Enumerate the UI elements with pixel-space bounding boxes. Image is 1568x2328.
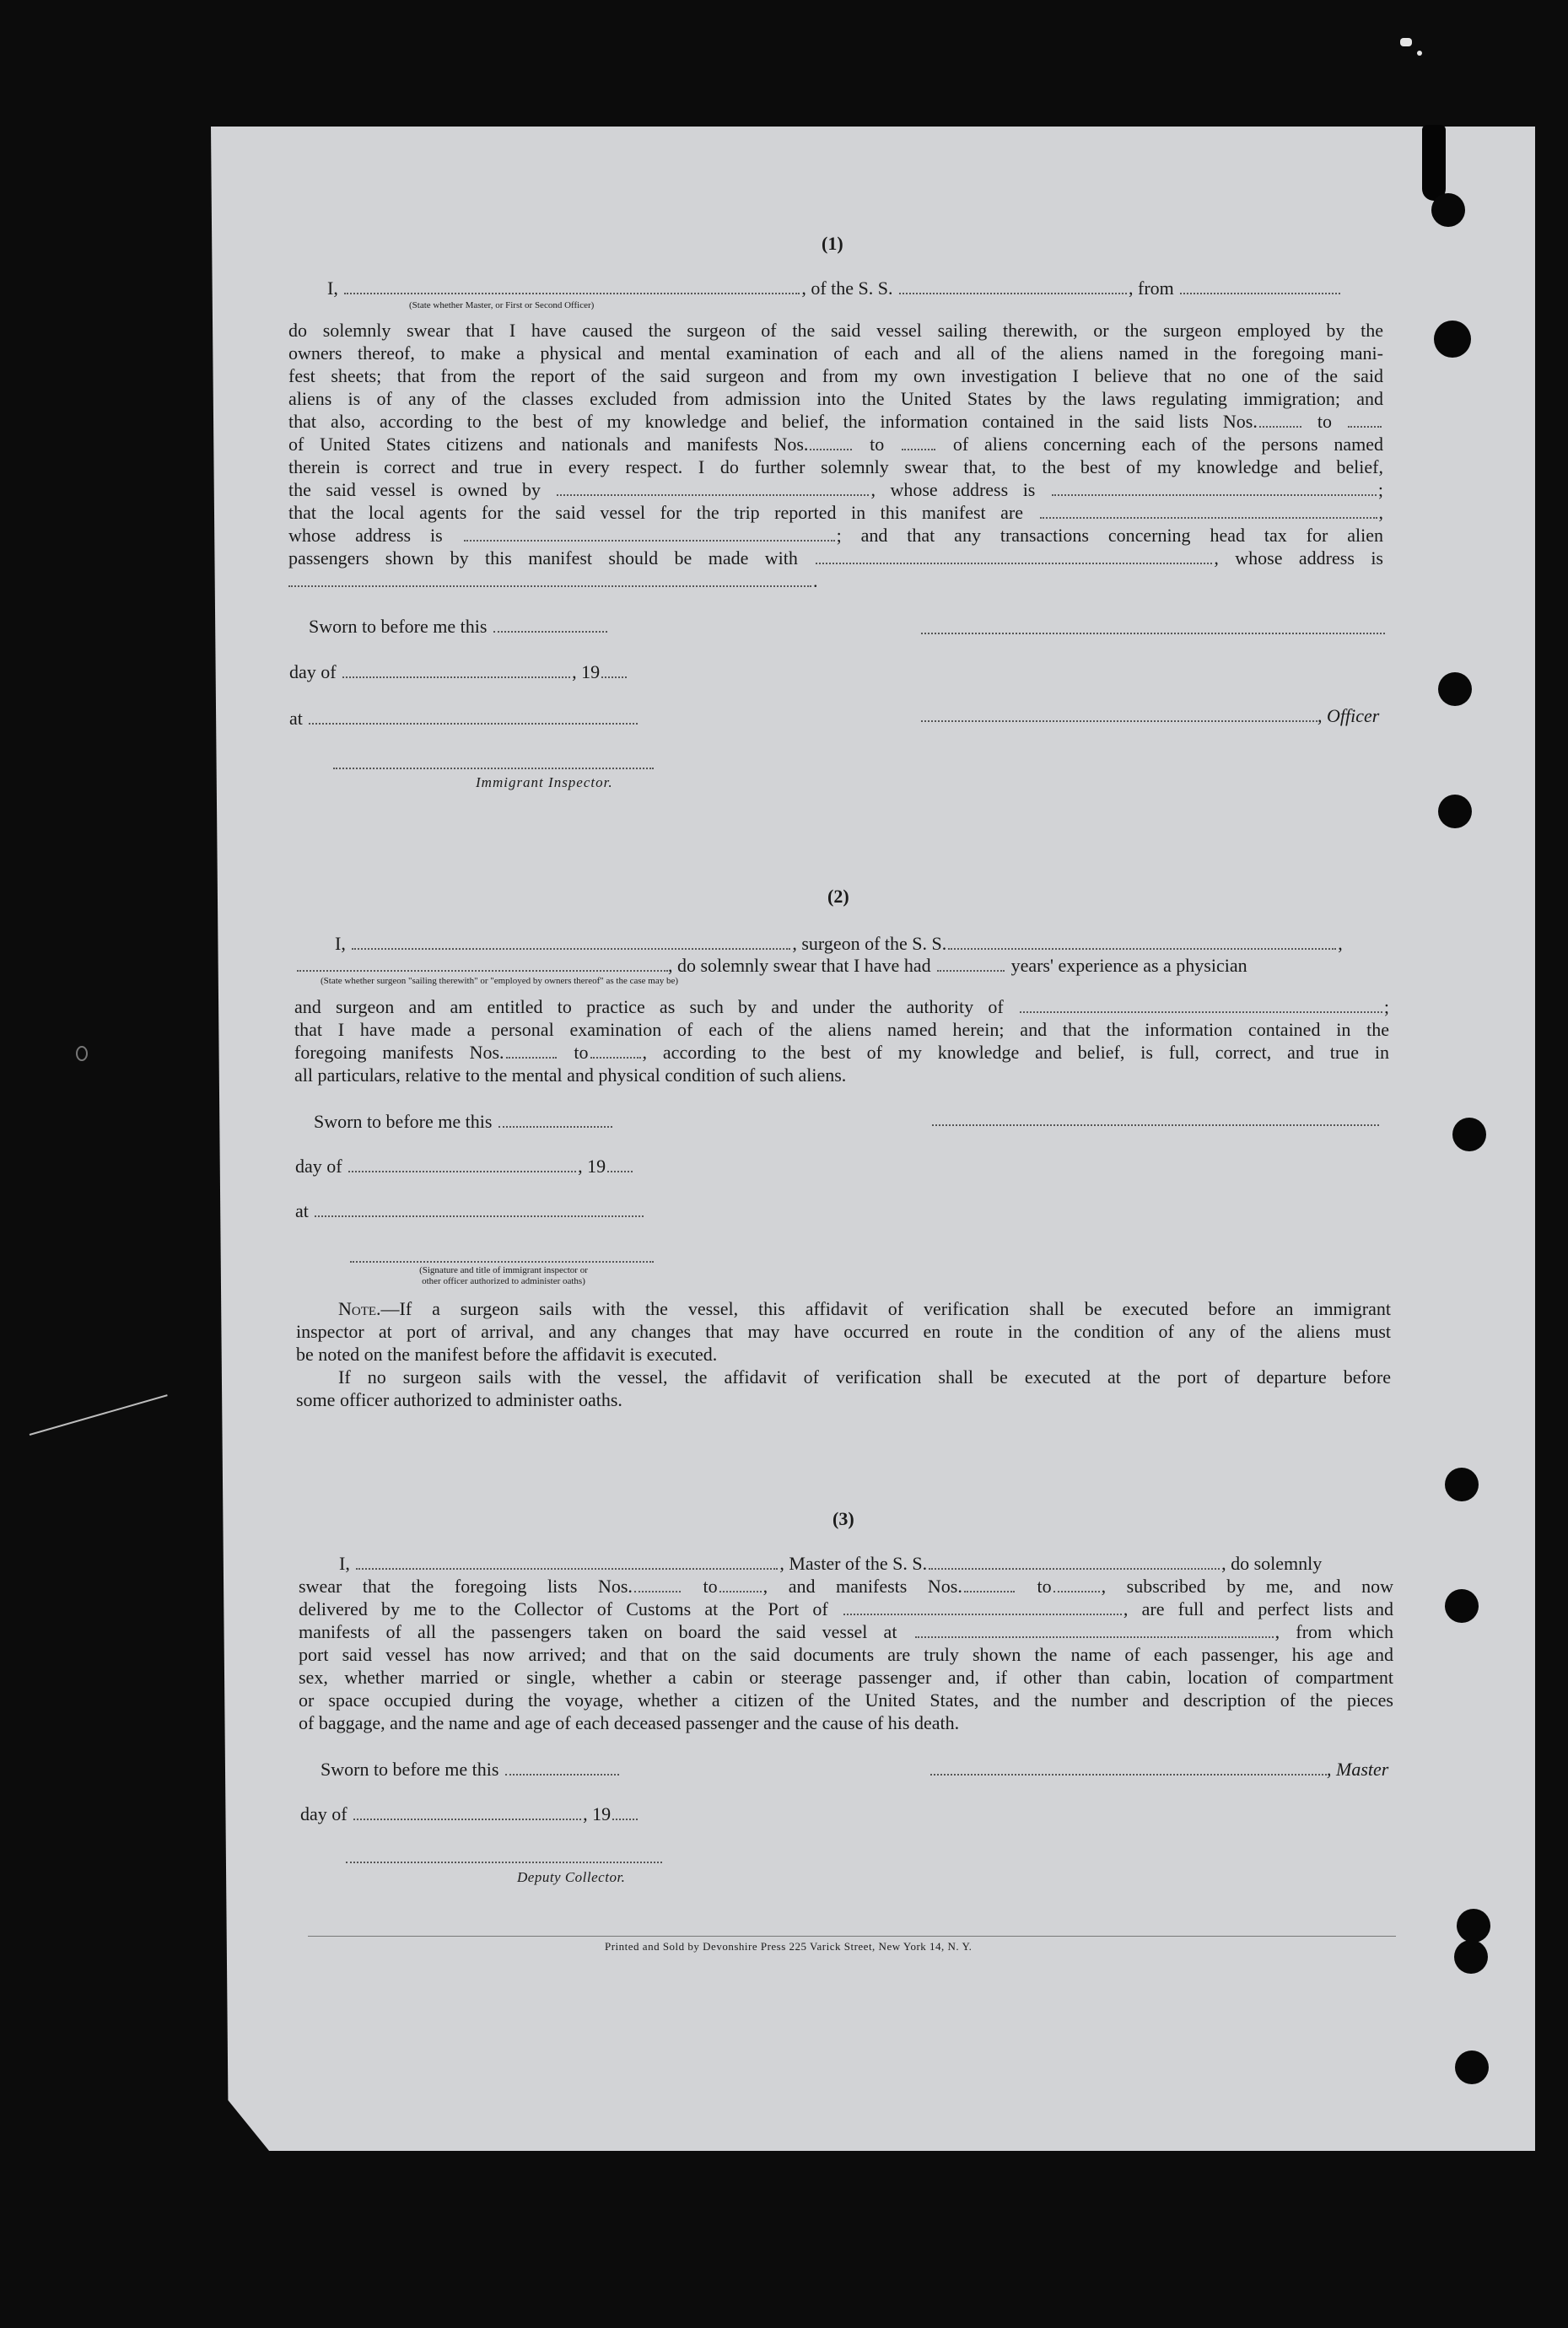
note-label: Note. bbox=[338, 1298, 381, 1319]
blank-manifest-no-from[interactable] bbox=[810, 449, 852, 450]
blank-master-signature[interactable] bbox=[930, 1774, 1327, 1776]
para-line: do solemnly swear that I have caused the surgeon of the said vessel sailing therewith, or the surgeon employed by the bbox=[288, 320, 1383, 341]
para-line bbox=[288, 433, 1383, 455]
text: ; and that any transactions concerning head tax for alien bbox=[836, 525, 1383, 546]
punch-hole bbox=[1438, 672, 1472, 706]
punch-hole bbox=[1454, 1940, 1488, 1974]
blank-owner-address[interactable] bbox=[1052, 494, 1377, 496]
sig-caption bbox=[369, 1265, 639, 1287]
blank-day-month[interactable] bbox=[348, 1171, 576, 1172]
blank-vessel-name[interactable] bbox=[899, 293, 1127, 294]
punch-hole bbox=[1457, 1909, 1490, 1943]
blank-manifest-no-to[interactable] bbox=[902, 449, 935, 450]
text: , from which bbox=[1274, 1621, 1394, 1642]
sworn-line-2 bbox=[314, 1110, 614, 1133]
officer-label: , Officer bbox=[1317, 705, 1380, 726]
blank-manifest-no-from[interactable] bbox=[506, 1057, 557, 1059]
punch-hole bbox=[1438, 795, 1472, 828]
section-2-line-1 bbox=[335, 932, 1343, 955]
text: day of bbox=[289, 661, 337, 682]
text: , do solemnly swear that I have had bbox=[668, 955, 931, 976]
deputy-signature-line[interactable] bbox=[346, 1862, 662, 1863]
para-line: be noted on the manifest before the affidavit is executed. bbox=[296, 1344, 718, 1365]
text: , Master of the S. S. bbox=[779, 1553, 928, 1574]
blank-vessel-name[interactable] bbox=[929, 1568, 1220, 1570]
blank-manifest-no-to[interactable] bbox=[590, 1057, 641, 1059]
blank-head-tax-address[interactable] bbox=[288, 585, 811, 587]
text: Sworn to before me this bbox=[309, 616, 488, 637]
text: , of the S. S. bbox=[801, 278, 893, 299]
officer-signature-line[interactable] bbox=[921, 633, 1385, 634]
text: ; bbox=[1377, 479, 1384, 500]
deputy-label: Deputy Collector. bbox=[517, 1869, 626, 1885]
section-1-line-1 bbox=[327, 277, 1342, 299]
text: ; bbox=[1383, 996, 1390, 1017]
section-2-paragraph bbox=[294, 995, 1389, 1086]
text: delivered by me to the Collector of Customs at the Port of bbox=[299, 1598, 828, 1619]
text: Sworn to before me this bbox=[321, 1759, 499, 1780]
para-line: that I have made a personal examination of each of the aliens named herein; and that the information contained in the bbox=[294, 1019, 1389, 1040]
day-of-line-1 bbox=[289, 660, 628, 683]
blank-surgeon-type[interactable] bbox=[297, 970, 668, 972]
blank-list-no-from[interactable] bbox=[634, 1591, 681, 1592]
para-line: therein is correct and true in every respect. I do further solemnly swear that, to the best of my knowledge and belief, bbox=[288, 456, 1383, 477]
master-line bbox=[930, 1758, 1388, 1781]
caption-surgeon-type: (State whether surgeon "sailing therewith" or "employed by owners thereof" as the case may be) bbox=[321, 976, 679, 986]
blank-surgeon-name[interactable] bbox=[352, 948, 790, 950]
text: whose address is bbox=[288, 525, 443, 546]
text: to bbox=[703, 1576, 718, 1597]
officer-line bbox=[921, 704, 1379, 727]
para-line: inspector at port of arrival, and any changes that may have occurred en route in the condition of any of the aliens must bbox=[296, 1321, 1391, 1342]
blank-manifest-no-to[interactable] bbox=[1053, 1591, 1100, 1592]
text: of United States citizens and nationals and manifests Nos. bbox=[288, 434, 809, 455]
blank-owner[interactable] bbox=[557, 494, 869, 496]
blank-list-no-to[interactable] bbox=[1348, 426, 1382, 428]
blank-sworn-day[interactable] bbox=[505, 1774, 619, 1776]
caption-officer-rank: (State whether Master, or First or Second Officer) bbox=[409, 300, 595, 310]
note-paragraph bbox=[296, 1297, 1391, 1411]
sworn-line-3 bbox=[321, 1758, 621, 1781]
para-line: of baggage, and the name and age of each deceased passenger and the cause of his death. bbox=[299, 1712, 960, 1733]
para-line bbox=[288, 524, 1383, 547]
scan-speck bbox=[1417, 51, 1422, 56]
scan-speck bbox=[1400, 38, 1412, 46]
blank-day-month[interactable] bbox=[342, 676, 570, 678]
blank-manifest-no-from[interactable] bbox=[964, 1591, 1015, 1592]
blank-head-tax-party[interactable] bbox=[816, 563, 1212, 564]
para-line: or space occupied during the voyage, whether a citizen of the United States, and the number and description of the pieces bbox=[299, 1689, 1393, 1711]
blank-list-no-from[interactable] bbox=[1259, 426, 1301, 428]
para-line: port said vessel has now arrived; and that on the said documents are truly shown the name of each passenger, his age and bbox=[299, 1644, 1393, 1665]
text: , according to the best of my knowledge and belief, is full, correct, and true in bbox=[642, 1042, 1389, 1063]
text: , do solemnly bbox=[1221, 1553, 1323, 1574]
para-line bbox=[294, 995, 1389, 1018]
blank-sworn-day[interactable] bbox=[493, 631, 607, 633]
para-line: aliens is of any of the classes excluded from admission into the United States by the laws regulating immigration; and bbox=[288, 388, 1383, 409]
punch-hole bbox=[1445, 1589, 1479, 1623]
text: , bbox=[1338, 933, 1343, 954]
para-line: If no surgeon sails with the vessel, the affidavit of verification shall be executed at the port of departure before bbox=[338, 1366, 1391, 1388]
blank-officer-signature[interactable] bbox=[921, 720, 1317, 722]
text: to bbox=[870, 434, 885, 455]
blank-sworn-day[interactable] bbox=[498, 1126, 612, 1128]
blank-year[interactable] bbox=[612, 1819, 638, 1820]
text: , 19 bbox=[578, 1156, 606, 1177]
text: Sworn to before me this bbox=[314, 1111, 493, 1132]
para-line bbox=[288, 569, 1383, 592]
text: , whose address is bbox=[1214, 547, 1383, 569]
text: day of bbox=[295, 1156, 342, 1177]
text: , from bbox=[1129, 278, 1174, 299]
text: , are full and perfect lists and bbox=[1123, 1598, 1393, 1619]
blank-vessel-name[interactable] bbox=[948, 948, 1336, 950]
day-of-line-3 bbox=[300, 1803, 639, 1825]
section-1-number: (1) bbox=[822, 233, 843, 254]
text: , surgeon of the S. S. bbox=[792, 933, 947, 954]
blank-officer-name[interactable] bbox=[344, 293, 800, 294]
section-3-paragraph bbox=[299, 1575, 1393, 1734]
inspector-signature-line[interactable] bbox=[333, 768, 654, 769]
text: , and manifests Nos. bbox=[762, 1576, 962, 1597]
punch-hole bbox=[1431, 193, 1465, 227]
para-line: fest sheets; that from the report of the said surgeon and from my own investigation I believe that no one of the said bbox=[288, 365, 1383, 386]
text: , 19 bbox=[583, 1803, 612, 1824]
blank-place[interactable] bbox=[309, 723, 638, 725]
blank-master-name[interactable] bbox=[356, 1568, 778, 1570]
blank-years[interactable] bbox=[937, 970, 1005, 972]
punch-hole bbox=[1452, 1118, 1486, 1151]
blank-year[interactable] bbox=[607, 1171, 633, 1172]
text: swear that the foregoing lists Nos. bbox=[299, 1576, 633, 1597]
text: passengers shown by this manifest should be made with bbox=[288, 547, 798, 569]
text: , subscribed by me, and now bbox=[1101, 1576, 1394, 1597]
master-label: , Master bbox=[1327, 1759, 1389, 1780]
section-2-line-2 bbox=[297, 954, 1247, 977]
para-line bbox=[288, 478, 1383, 501]
scan-mark bbox=[76, 1046, 88, 1061]
surgeon-signature-line[interactable] bbox=[932, 1124, 1379, 1126]
text: to bbox=[1037, 1576, 1052, 1597]
blank-departure-port[interactable] bbox=[915, 1636, 1274, 1638]
text: , whose address is bbox=[870, 479, 1036, 500]
punch-hole bbox=[1455, 2050, 1489, 2084]
blank-list-no-to[interactable] bbox=[719, 1591, 762, 1592]
sig-caption-line: other officer authorized to administer oaths) bbox=[422, 1276, 585, 1286]
text: day of bbox=[300, 1803, 348, 1824]
blank-place[interactable] bbox=[315, 1215, 644, 1217]
text: , 19 bbox=[572, 661, 601, 682]
text: at bbox=[289, 708, 303, 729]
text: , bbox=[1378, 502, 1384, 523]
punch-hole bbox=[1434, 321, 1471, 358]
section-2-number: (2) bbox=[827, 886, 849, 907]
footer-rule bbox=[308, 1936, 1396, 1937]
text: I, bbox=[339, 1553, 350, 1574]
text: at bbox=[295, 1200, 309, 1221]
blank-authority[interactable] bbox=[1020, 1011, 1382, 1013]
blank-local-agents[interactable] bbox=[1040, 517, 1377, 519]
para-line bbox=[296, 1297, 1391, 1320]
text: that also, according to the best of my knowledge and belief, the information contained in the said lists Nos. bbox=[288, 411, 1258, 432]
text: of aliens concerning each of the persons named bbox=[952, 434, 1384, 455]
blank-day-month[interactable] bbox=[353, 1819, 581, 1820]
para-line bbox=[294, 1041, 1389, 1064]
scan-scratch bbox=[30, 1394, 168, 1436]
para-line: owners thereof, to make a physical and mental examination of each and all of the aliens named in the foregoing mani- bbox=[288, 342, 1383, 364]
blank-port[interactable] bbox=[843, 1614, 1122, 1615]
section-3-line-1 bbox=[339, 1552, 1322, 1575]
printer-imprint: Printed and Sold by Devonshire Press 225 Varick Street, New York 14, N. Y. bbox=[605, 1940, 973, 1953]
text: and surgeon and am entitled to practice as such by and under the authority of bbox=[294, 996, 1004, 1017]
inspector-label: Immigrant Inspector. bbox=[476, 774, 613, 790]
para-line: some officer authorized to administer oaths. bbox=[296, 1389, 622, 1410]
text: —If a surgeon sails with the vessel, this affidavit of verification shall be executed before an immigrant bbox=[380, 1298, 1391, 1319]
blank-year[interactable] bbox=[601, 676, 627, 678]
text: the said vessel is owned by bbox=[288, 479, 541, 500]
text: I, bbox=[327, 278, 338, 299]
inspector-signature-line[interactable] bbox=[350, 1261, 654, 1263]
blank-agents-address[interactable] bbox=[464, 540, 835, 542]
para-line bbox=[288, 547, 1383, 569]
text: to bbox=[574, 1042, 589, 1063]
at-line-2 bbox=[295, 1199, 645, 1222]
text: I, bbox=[335, 933, 346, 954]
para-line: sex, whether married or single, whether a cabin or steerage passenger and, if other than cabin, location of compartment bbox=[299, 1667, 1393, 1688]
para-line bbox=[299, 1575, 1393, 1598]
day-of-line-2 bbox=[295, 1155, 634, 1177]
section-1-paragraph bbox=[288, 319, 1383, 592]
blank-from-port[interactable] bbox=[1180, 293, 1340, 294]
binder-tab bbox=[1422, 125, 1446, 201]
text: that the local agents for the said vessel for the trip reported in this manifest are bbox=[288, 502, 1023, 523]
text: manifests of all the passengers taken on board the said vessel at bbox=[299, 1621, 897, 1642]
sig-caption-line: (Signature and title of immigrant inspector or bbox=[419, 1265, 588, 1275]
text: to bbox=[1317, 411, 1332, 432]
para-line bbox=[299, 1620, 1393, 1643]
section-3-number: (3) bbox=[832, 1508, 854, 1529]
para-line bbox=[288, 501, 1383, 524]
para-line bbox=[299, 1598, 1393, 1620]
text: years' experience as a physician bbox=[1010, 955, 1247, 976]
punch-hole bbox=[1445, 1468, 1479, 1501]
text: . bbox=[813, 570, 818, 591]
sworn-line-1 bbox=[309, 615, 609, 638]
para-line: all particulars, relative to the mental and physical condition of such aliens. bbox=[294, 1064, 847, 1086]
at-line-1 bbox=[289, 707, 639, 730]
para-line bbox=[288, 410, 1383, 433]
text: foregoing manifests Nos. bbox=[294, 1042, 504, 1063]
